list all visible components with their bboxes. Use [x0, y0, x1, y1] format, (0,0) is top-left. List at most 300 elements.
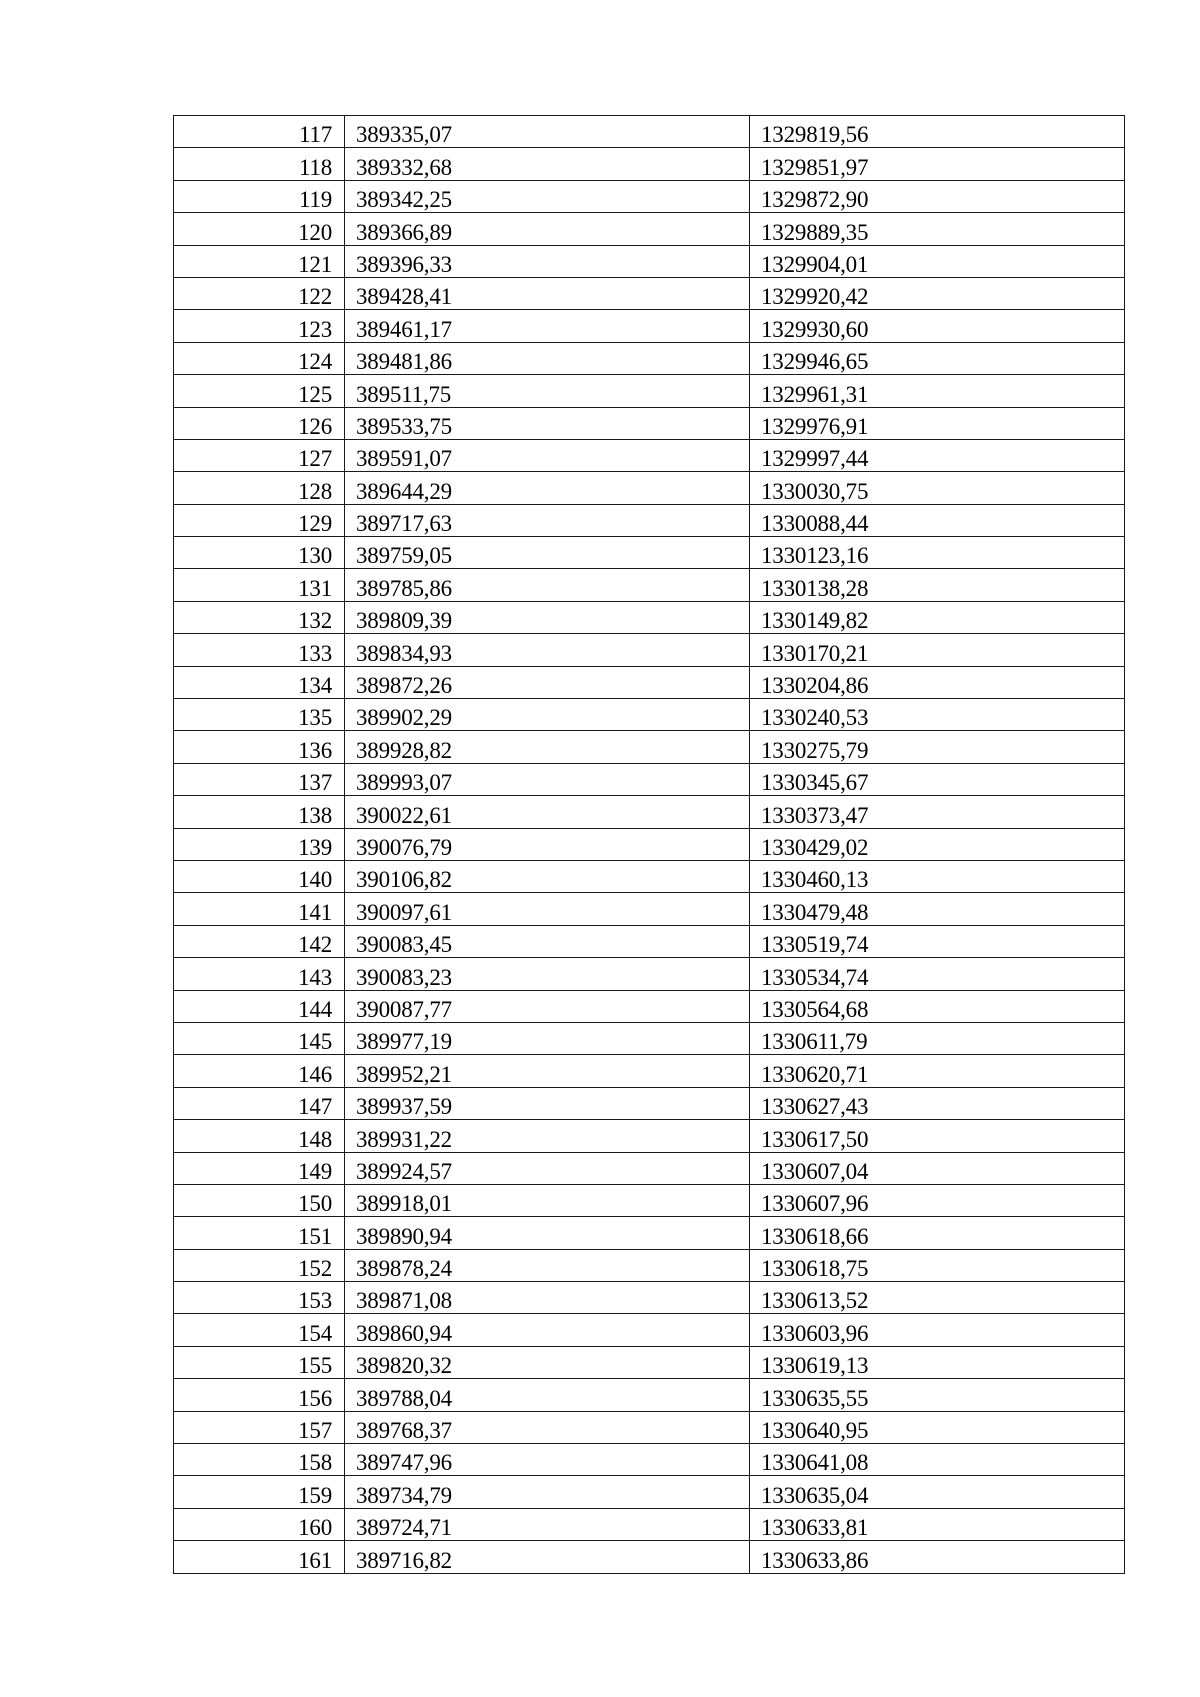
point-number-cell	[174, 925, 345, 957]
table-row	[174, 1508, 1125, 1540]
y-coordinate-cell-text: 1329889,35	[761, 219, 869, 245]
point-number-cell-text: 122	[298, 284, 332, 310]
y-coordinate-cell	[750, 472, 1125, 504]
x-coordinate-cell	[345, 116, 750, 148]
point-number-cell	[174, 860, 345, 892]
table-row	[174, 472, 1125, 504]
point-number-cell	[174, 277, 345, 309]
x-coordinate-cell	[345, 925, 750, 957]
point-number-cell-text: 123	[298, 316, 332, 342]
point-number-cell-text: 125	[298, 381, 332, 407]
y-coordinate-cell	[750, 1379, 1125, 1411]
x-coordinate-cell	[345, 342, 750, 374]
y-coordinate-cell-text: 1330607,96	[761, 1191, 869, 1217]
x-coordinate-cell	[345, 666, 750, 698]
x-coordinate-cell-text: 389759,05	[356, 543, 452, 569]
table-row	[174, 1087, 1125, 1119]
x-coordinate-cell	[345, 537, 750, 569]
point-number-cell	[174, 1314, 345, 1346]
y-coordinate-cell	[750, 1346, 1125, 1378]
x-coordinate-cell	[345, 601, 750, 633]
point-number-cell-text: 131	[298, 575, 332, 601]
x-coordinate-cell-text: 389428,41	[356, 284, 452, 310]
y-coordinate-cell	[750, 1022, 1125, 1054]
x-coordinate-cell	[345, 375, 750, 407]
x-coordinate-cell-text: 389918,01	[356, 1191, 452, 1217]
y-coordinate-cell	[750, 1476, 1125, 1508]
point-number-cell-text: 147	[298, 1094, 332, 1120]
y-coordinate-cell	[750, 958, 1125, 990]
y-coordinate-cell	[750, 537, 1125, 569]
y-coordinate-cell	[750, 1055, 1125, 1087]
x-coordinate-cell	[345, 407, 750, 439]
y-coordinate-cell	[750, 148, 1125, 180]
x-coordinate-cell-text: 389717,63	[356, 511, 452, 537]
x-coordinate-cell-text: 389785,86	[356, 575, 452, 601]
table-row	[174, 1282, 1125, 1314]
x-coordinate-cell-text: 389481,86	[356, 349, 452, 375]
x-coordinate-cell	[345, 699, 750, 731]
x-coordinate-cell-text: 389860,94	[356, 1320, 452, 1346]
point-number-cell	[174, 958, 345, 990]
point-number-cell-text: 152	[298, 1256, 332, 1282]
y-coordinate-cell	[750, 1217, 1125, 1249]
x-coordinate-cell-text: 389872,26	[356, 673, 452, 699]
point-number-cell-text: 145	[298, 1029, 332, 1055]
x-coordinate-cell	[345, 828, 750, 860]
point-number-cell	[174, 666, 345, 698]
x-coordinate-cell	[345, 1541, 750, 1573]
y-coordinate-cell	[750, 439, 1125, 471]
point-number-cell-text: 141	[298, 899, 332, 925]
y-coordinate-cell	[750, 310, 1125, 342]
y-coordinate-cell-text: 1330607,04	[761, 1158, 869, 1184]
point-number-cell	[174, 569, 345, 601]
point-number-cell	[174, 1346, 345, 1378]
x-coordinate-cell-text: 389342,25	[356, 187, 452, 213]
point-number-cell-text: 137	[298, 770, 332, 796]
x-coordinate-cell	[345, 1087, 750, 1119]
y-coordinate-cell-text: 1329920,42	[761, 284, 869, 310]
point-number-cell	[174, 699, 345, 731]
y-coordinate-cell-text: 1330635,55	[761, 1385, 869, 1411]
y-coordinate-cell	[750, 796, 1125, 828]
y-coordinate-cell	[750, 1184, 1125, 1216]
point-number-cell-text: 130	[298, 543, 332, 569]
table-row	[174, 666, 1125, 698]
y-coordinate-cell-text: 1330620,71	[761, 1061, 869, 1087]
point-number-cell-text: 127	[298, 446, 332, 472]
x-coordinate-cell-text: 389366,89	[356, 219, 452, 245]
y-coordinate-cell	[750, 666, 1125, 698]
y-coordinate-cell	[750, 699, 1125, 731]
x-coordinate-cell-text: 390083,23	[356, 964, 452, 990]
point-number-cell-text: 132	[298, 608, 332, 634]
x-coordinate-cell-text: 389788,04	[356, 1385, 452, 1411]
table-row	[174, 1120, 1125, 1152]
y-coordinate-cell	[750, 763, 1125, 795]
y-coordinate-cell-text: 1330204,86	[761, 673, 869, 699]
point-number-cell-text: 153	[298, 1288, 332, 1314]
y-coordinate-cell	[750, 504, 1125, 536]
point-number-cell-text: 119	[298, 187, 332, 213]
x-coordinate-cell-text: 389734,79	[356, 1482, 452, 1508]
table-row	[174, 277, 1125, 309]
y-coordinate-cell-text: 1330275,79	[761, 737, 869, 763]
point-number-cell-text: 143	[298, 964, 332, 990]
y-coordinate-cell-text: 1330429,02	[761, 834, 869, 860]
table-row	[174, 1379, 1125, 1411]
point-number-cell-text: 118	[298, 154, 332, 180]
point-number-cell	[174, 731, 345, 763]
table-row	[174, 731, 1125, 763]
x-coordinate-cell	[345, 148, 750, 180]
point-number-cell	[174, 1184, 345, 1216]
x-coordinate-cell-text: 389928,82	[356, 737, 452, 763]
point-number-cell	[174, 1411, 345, 1443]
coordinates-table	[173, 115, 1125, 1574]
y-coordinate-cell-text: 1330138,28	[761, 575, 869, 601]
x-coordinate-cell-text: 389937,59	[356, 1094, 452, 1120]
x-coordinate-cell-text: 390087,77	[356, 996, 452, 1022]
y-coordinate-cell	[750, 1411, 1125, 1443]
table-row	[174, 1217, 1125, 1249]
table-row	[174, 1249, 1125, 1281]
y-coordinate-cell-text: 1329930,60	[761, 316, 869, 342]
table-row	[174, 1314, 1125, 1346]
y-coordinate-cell-text: 1329961,31	[761, 381, 869, 407]
x-coordinate-cell	[345, 180, 750, 212]
y-coordinate-cell-text: 1330617,50	[761, 1126, 869, 1152]
point-number-cell	[174, 1541, 345, 1573]
table-row	[174, 537, 1125, 569]
x-coordinate-cell-text: 389820,32	[356, 1353, 452, 1379]
point-number-cell	[174, 1087, 345, 1119]
y-coordinate-cell-text: 1330618,66	[761, 1223, 869, 1249]
point-number-cell	[174, 1444, 345, 1476]
point-number-cell	[174, 1508, 345, 1540]
x-coordinate-cell-text: 389890,94	[356, 1223, 452, 1249]
point-number-cell-text: 136	[298, 737, 332, 763]
y-coordinate-cell-text: 1330240,53	[761, 705, 869, 731]
y-coordinate-cell	[750, 925, 1125, 957]
y-coordinate-cell-text: 1330611,79	[761, 1029, 868, 1055]
x-coordinate-cell	[345, 1508, 750, 1540]
x-coordinate-cell	[345, 277, 750, 309]
x-coordinate-cell-text: 389768,37	[356, 1418, 452, 1444]
point-number-cell-text: 138	[298, 802, 332, 828]
point-number-cell	[174, 828, 345, 860]
point-number-cell	[174, 116, 345, 148]
table-row	[174, 407, 1125, 439]
table-row	[174, 1476, 1125, 1508]
x-coordinate-cell	[345, 1022, 750, 1054]
y-coordinate-cell	[750, 277, 1125, 309]
point-number-cell-text: 157	[298, 1418, 332, 1444]
x-coordinate-cell-text: 389724,71	[356, 1515, 452, 1541]
point-number-cell	[174, 439, 345, 471]
point-number-cell-text: 150	[298, 1191, 332, 1217]
point-number-cell-text: 154	[298, 1320, 332, 1346]
x-coordinate-cell-text: 389834,93	[356, 640, 452, 666]
table-row	[174, 601, 1125, 633]
table-row	[174, 504, 1125, 536]
x-coordinate-cell	[345, 504, 750, 536]
x-coordinate-cell	[345, 860, 750, 892]
y-coordinate-cell-text: 1330613,52	[761, 1288, 869, 1314]
y-coordinate-cell-text: 1329851,97	[761, 154, 869, 180]
y-coordinate-cell-text: 1330618,75	[761, 1256, 869, 1282]
x-coordinate-cell	[345, 1314, 750, 1346]
point-number-cell	[174, 1249, 345, 1281]
y-coordinate-cell	[750, 1508, 1125, 1540]
y-coordinate-cell-text: 1329997,44	[761, 446, 869, 472]
table-row	[174, 1022, 1125, 1054]
point-number-cell	[174, 634, 345, 666]
point-number-cell	[174, 537, 345, 569]
x-coordinate-cell-text: 389511,75	[356, 381, 452, 407]
y-coordinate-cell	[750, 893, 1125, 925]
point-number-cell-text: 155	[298, 1353, 332, 1379]
y-coordinate-cell-text: 1330479,48	[761, 899, 869, 925]
point-number-cell-text: 161	[298, 1547, 332, 1573]
point-number-cell-text: 134	[298, 673, 332, 699]
point-number-cell	[174, 1120, 345, 1152]
point-number-cell-text: 159	[298, 1482, 332, 1508]
table-row	[174, 342, 1125, 374]
point-number-cell	[174, 796, 345, 828]
y-coordinate-cell-text: 1329819,56	[761, 122, 869, 148]
point-number-cell-text: 129	[298, 511, 332, 537]
point-number-cell-text: 144	[298, 996, 332, 1022]
x-coordinate-cell-text: 390022,61	[356, 802, 452, 828]
x-coordinate-cell	[345, 472, 750, 504]
point-number-cell	[174, 148, 345, 180]
point-number-cell-text: 156	[298, 1385, 332, 1411]
x-coordinate-cell	[345, 1346, 750, 1378]
table-row	[174, 1055, 1125, 1087]
y-coordinate-cell-text: 1329872,90	[761, 187, 869, 213]
x-coordinate-cell	[345, 1249, 750, 1281]
table-row	[174, 439, 1125, 471]
y-coordinate-cell-text: 1330640,95	[761, 1418, 869, 1444]
y-coordinate-cell	[750, 407, 1125, 439]
y-coordinate-cell	[750, 1152, 1125, 1184]
x-coordinate-cell-text: 389335,07	[356, 122, 452, 148]
x-coordinate-cell-text: 389461,17	[356, 316, 452, 342]
point-number-cell	[174, 472, 345, 504]
x-coordinate-cell	[345, 1184, 750, 1216]
x-coordinate-cell	[345, 1055, 750, 1087]
x-coordinate-cell	[345, 990, 750, 1022]
y-coordinate-cell-text: 1330627,43	[761, 1094, 869, 1120]
x-coordinate-cell-text: 390083,45	[356, 932, 452, 958]
table-row	[174, 958, 1125, 990]
point-number-cell	[174, 990, 345, 1022]
y-coordinate-cell-text: 1330534,74	[761, 964, 869, 990]
point-number-cell	[174, 245, 345, 277]
x-coordinate-cell	[345, 1444, 750, 1476]
y-coordinate-cell-text: 1330170,21	[761, 640, 869, 666]
y-coordinate-cell	[750, 634, 1125, 666]
point-number-cell-text: 160	[298, 1515, 332, 1541]
x-coordinate-cell-text: 389952,21	[356, 1061, 452, 1087]
x-coordinate-cell	[345, 763, 750, 795]
point-number-cell-text: 135	[298, 705, 332, 731]
y-coordinate-cell-text: 1330635,04	[761, 1482, 869, 1508]
point-number-cell-text: 117	[298, 122, 332, 148]
table-row	[174, 699, 1125, 731]
x-coordinate-cell	[345, 245, 750, 277]
x-coordinate-cell	[345, 796, 750, 828]
table-row	[174, 1541, 1125, 1573]
x-coordinate-cell-text: 389533,75	[356, 413, 452, 439]
y-coordinate-cell	[750, 245, 1125, 277]
y-coordinate-cell-text: 1330149,82	[761, 608, 869, 634]
point-number-cell-text: 148	[298, 1126, 332, 1152]
x-coordinate-cell	[345, 1217, 750, 1249]
point-number-cell-text: 126	[298, 413, 332, 439]
x-coordinate-cell	[345, 213, 750, 245]
point-number-cell	[174, 1152, 345, 1184]
y-coordinate-cell-text: 1330123,16	[761, 543, 869, 569]
table-row	[174, 569, 1125, 601]
y-coordinate-cell-text: 1330603,96	[761, 1320, 869, 1346]
y-coordinate-cell-text: 1330641,08	[761, 1450, 869, 1476]
table-row	[174, 763, 1125, 795]
table-row	[174, 893, 1125, 925]
point-number-cell	[174, 893, 345, 925]
x-coordinate-cell-text: 389878,24	[356, 1256, 452, 1282]
y-coordinate-cell-text: 1330030,75	[761, 478, 869, 504]
y-coordinate-cell	[750, 569, 1125, 601]
x-coordinate-cell-text: 389716,82	[356, 1547, 452, 1573]
table-row	[174, 860, 1125, 892]
x-coordinate-cell	[345, 569, 750, 601]
table-row	[174, 1411, 1125, 1443]
table-row	[174, 796, 1125, 828]
x-coordinate-cell-text: 389396,33	[356, 251, 452, 277]
x-coordinate-cell	[345, 1282, 750, 1314]
y-coordinate-cell	[750, 375, 1125, 407]
table-row	[174, 375, 1125, 407]
y-coordinate-cell	[750, 1249, 1125, 1281]
x-coordinate-cell	[345, 731, 750, 763]
y-coordinate-cell-text: 1330373,47	[761, 802, 869, 828]
x-coordinate-cell-text: 389902,29	[356, 705, 452, 731]
y-coordinate-cell-text: 1329976,91	[761, 413, 869, 439]
x-coordinate-cell-text: 389871,08	[356, 1288, 452, 1314]
x-coordinate-cell	[345, 1152, 750, 1184]
y-coordinate-cell-text: 1330088,44	[761, 511, 869, 537]
table-row	[174, 116, 1125, 148]
y-coordinate-cell	[750, 731, 1125, 763]
table-row	[174, 213, 1125, 245]
table-row	[174, 1444, 1125, 1476]
y-coordinate-cell	[750, 601, 1125, 633]
point-number-cell	[174, 375, 345, 407]
point-number-cell	[174, 213, 345, 245]
point-number-cell-text: 140	[298, 867, 332, 893]
x-coordinate-cell-text: 389747,96	[356, 1450, 452, 1476]
table-row	[174, 634, 1125, 666]
y-coordinate-cell	[750, 828, 1125, 860]
y-coordinate-cell-text: 1330345,67	[761, 770, 869, 796]
y-coordinate-cell-text: 1330460,13	[761, 867, 869, 893]
point-number-cell	[174, 1476, 345, 1508]
point-number-cell-text: 124	[298, 349, 332, 375]
y-coordinate-cell-text: 1330564,68	[761, 996, 869, 1022]
y-coordinate-cell	[750, 1314, 1125, 1346]
point-number-cell	[174, 1022, 345, 1054]
point-number-cell	[174, 342, 345, 374]
x-coordinate-cell-text: 389332,68	[356, 154, 452, 180]
x-coordinate-cell-text: 389931,22	[356, 1126, 452, 1152]
x-coordinate-cell-text: 389993,07	[356, 770, 452, 796]
y-coordinate-cell	[750, 180, 1125, 212]
table-row	[174, 925, 1125, 957]
x-coordinate-cell	[345, 1120, 750, 1152]
x-coordinate-cell-text: 389591,07	[356, 446, 452, 472]
y-coordinate-cell	[750, 1282, 1125, 1314]
x-coordinate-cell	[345, 893, 750, 925]
table-row	[174, 1152, 1125, 1184]
point-number-cell-text: 142	[298, 932, 332, 958]
x-coordinate-cell	[345, 1476, 750, 1508]
x-coordinate-cell	[345, 1379, 750, 1411]
point-number-cell	[174, 601, 345, 633]
x-coordinate-cell-text: 390097,61	[356, 899, 452, 925]
coordinates-table-body	[174, 116, 1125, 1574]
y-coordinate-cell	[750, 116, 1125, 148]
y-coordinate-cell-text: 1330633,81	[761, 1515, 869, 1541]
point-number-cell-text: 133	[298, 640, 332, 666]
y-coordinate-cell-text: 1330519,74	[761, 932, 869, 958]
table-row	[174, 1346, 1125, 1378]
point-number-cell-text: 146	[298, 1061, 332, 1087]
point-number-cell	[174, 504, 345, 536]
y-coordinate-cell-text: 1330619,13	[761, 1353, 869, 1379]
x-coordinate-cell	[345, 439, 750, 471]
point-number-cell	[174, 1282, 345, 1314]
table-row	[174, 990, 1125, 1022]
table-row	[174, 245, 1125, 277]
x-coordinate-cell	[345, 310, 750, 342]
x-coordinate-cell-text: 390076,79	[356, 834, 452, 860]
point-number-cell-text: 120	[298, 219, 332, 245]
x-coordinate-cell-text: 389977,19	[356, 1029, 452, 1055]
x-coordinate-cell-text: 389924,57	[356, 1158, 452, 1184]
x-coordinate-cell	[345, 958, 750, 990]
y-coordinate-cell	[750, 1087, 1125, 1119]
x-coordinate-cell	[345, 634, 750, 666]
x-coordinate-cell-text: 390106,82	[356, 867, 452, 893]
y-coordinate-cell	[750, 1541, 1125, 1573]
x-coordinate-cell-text: 389809,39	[356, 608, 452, 634]
point-number-cell	[174, 1055, 345, 1087]
y-coordinate-cell-text: 1329904,01	[761, 251, 869, 277]
table-row	[174, 1184, 1125, 1216]
point-number-cell-text: 121	[298, 251, 332, 277]
point-number-cell	[174, 407, 345, 439]
y-coordinate-cell-text: 1329946,65	[761, 349, 869, 375]
point-number-cell-text: 151	[298, 1223, 332, 1249]
table-row	[174, 310, 1125, 342]
point-number-cell	[174, 1379, 345, 1411]
x-coordinate-cell	[345, 1411, 750, 1443]
point-number-cell-text: 149	[298, 1158, 332, 1184]
point-number-cell	[174, 180, 345, 212]
